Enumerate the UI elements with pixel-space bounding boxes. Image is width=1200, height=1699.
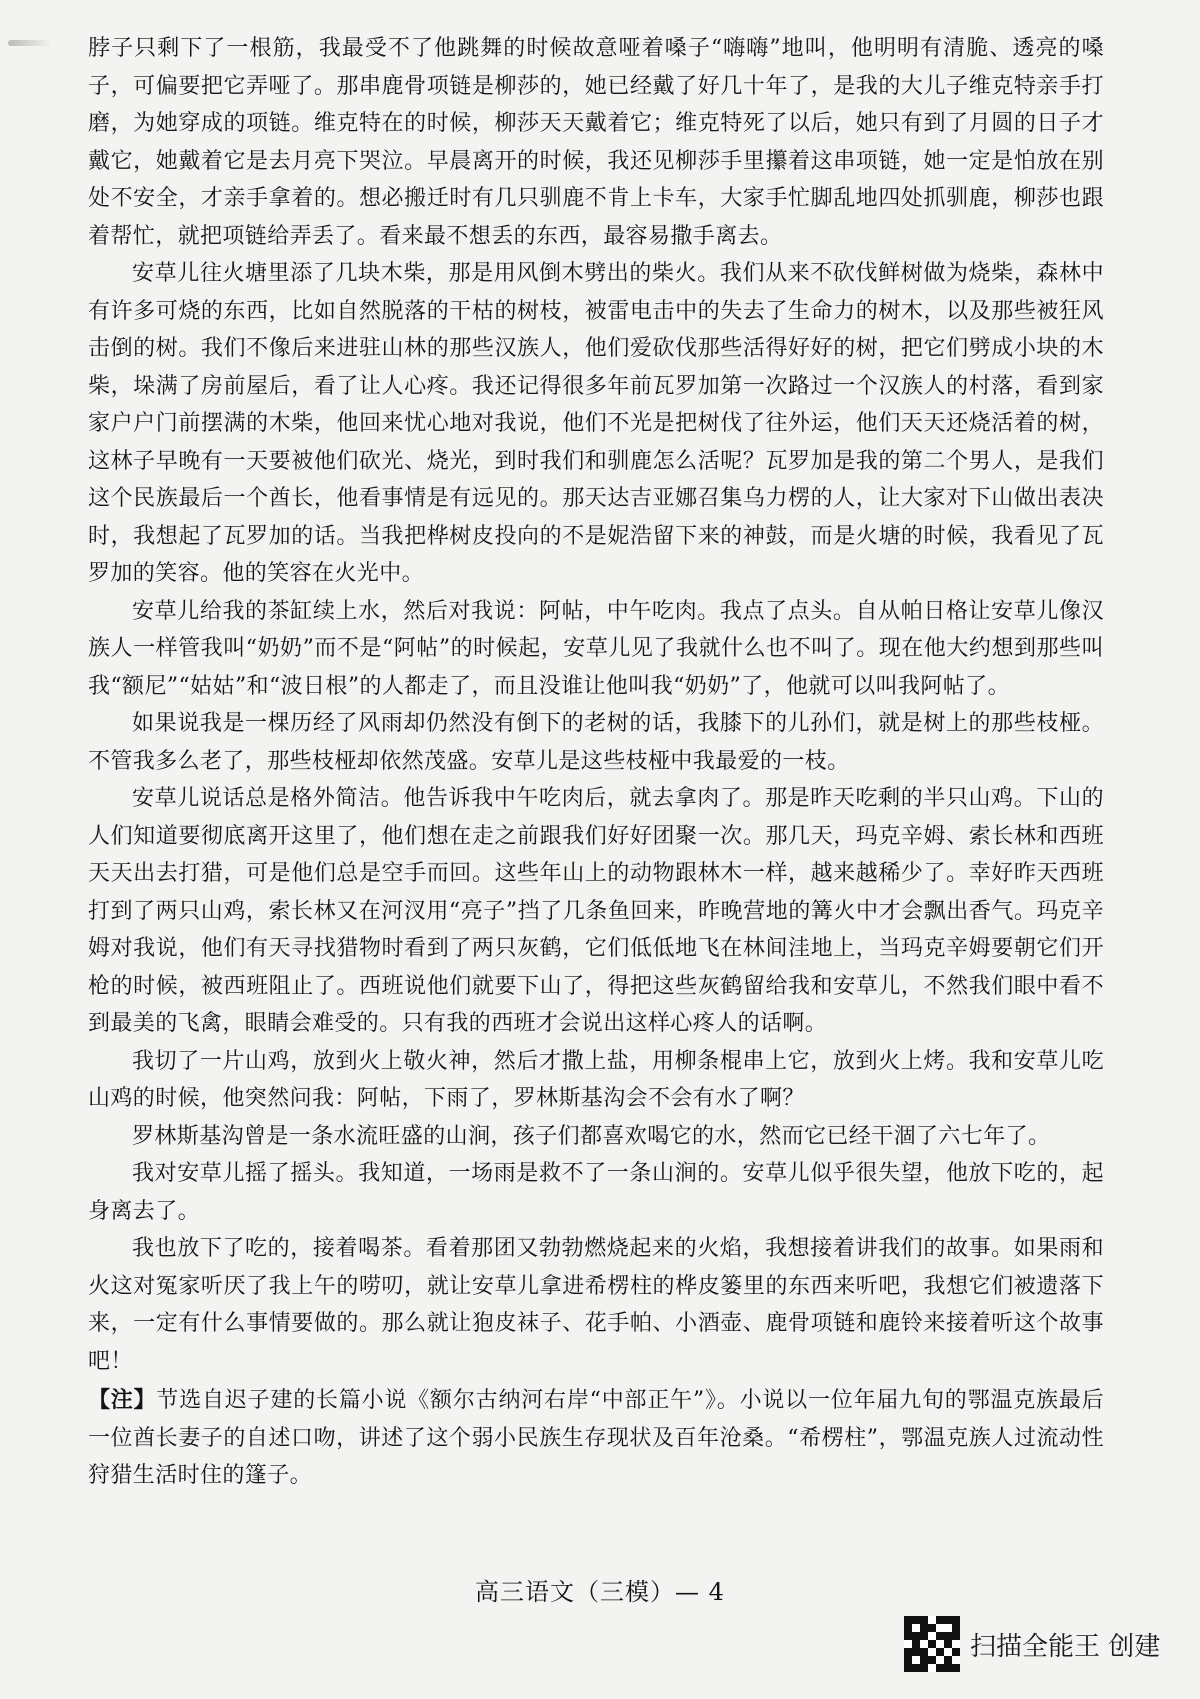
footnote-tag: 【注】 [88, 1387, 157, 1413]
paragraph: 我也放下了吃的，接着喝茶。看着那团又勃勃燃烧起来的火焰，我想接着讲我们的故事。如果雨和火这对冤家听厌了我上午的唠叨，就让安草儿拿进希楞柱的桦皮篓里的东西来听吧，我想它们被遗落下来，一定有什么事情要做的。那么就让狍皮袜子、花手帕、小酒壶、鹿骨项链和鹿铃来接着听这个故事吧！ [88, 1236, 1104, 1374]
paragraph: 我切了一片山鸡，放到火上敬火神，然后才撒上盐，用柳条棍串上它，放到火上烤。我和安草儿吃山鸡的时候，他突然问我：阿帖，下雨了，罗林斯基沟会不会有水了啊？ [88, 1048, 1104, 1111]
paragraph: 安草儿说话总是格外简洁。他告诉我中午吃肉后，就去拿肉了。那是昨天吃剩的半只山鸡。下山的人们知道要彻底离开这里了，他们想在走之前跟我们好好团聚一次。那几天，玛克辛姆、索长林和西班天天出去打猎，可是他们总是空手而回。这些年山上的动物跟林木一样，越来越稀少了。幸好昨天西班打到了两只山鸡，索长林又在河汊用“亮子”挡了几条鱼回来，昨晚营地的篝火中才会飘出香气。玛克辛姆对我说，他们有天寻找猎物时看到了两只灰鹤，它们低低地飞在林间洼地上，当玛克辛姆要朝它们开枪的时候，被西班阻止了。西班说他们就要下山了，得把这些灰鹤留给我和安草儿，不然我们眼中看不到最美的飞禽，眼睛会难受的。只有我的西班才会说出这样心疼人的话啊。 [88, 786, 1104, 1036]
paragraph: 如果说我是一棵历经了风雨却仍然没有倒下的老树的话，我膝下的儿孙们，就是树上的那些枝桠。不管我多么老了，那些枝桠却依然茂盛。安草儿是这些枝桠中我最爱的一枝。 [88, 711, 1104, 774]
scan-mark [8, 40, 52, 46]
paragraph: 我对安草儿摇了摇头。我知道，一场雨是救不了一条山涧的。安草儿似乎很失望，他放下吃的，起身离去了。 [88, 1161, 1104, 1224]
scanner-watermark [904, 1616, 1160, 1672]
paragraph: 安草儿给我的茶缸续上水，然后对我说：阿帖，中午吃肉。我点了点头。自从帕日格让安草儿像汉族人一样管我叫“奶奶”而不是“阿帖”的时候起，安草儿见了我就什么也不叫了。现在他大约想到那些叫我“额尼”“姑姑”和“波日根”的人都走了，而且没谁让他叫我“奶奶”了，他就可以叫我阿帖了。 [88, 598, 1104, 699]
paragraph: 罗林斯基沟曾是一条水流旺盛的山涧，孩子们都喜欢喝它的水，然而它已经干涸了六七年了。 [132, 1123, 1051, 1149]
watermark-text: 扫描全能王 创建 [970, 1631, 1161, 1662]
page-footer: 高三语文（三模）— 4 [475, 1578, 725, 1606]
qr-code-icon [904, 1616, 960, 1672]
article-body [88, 30, 1104, 1495]
paragraph: 脖子只剩下了一根筋，我最受不了他跳舞的时候故意哑着嗓子“嗨嗨”地叫，他明明有清脆、透亮的嗓子，可偏要把它弄哑了。那串鹿骨项链是柳莎的，她已经戴了好几十年了，是我的大儿子维克特亲手打磨，为她穿成的项链。维克特在的时候，柳莎天天戴着它；维克特死了以后，她只有到了月圆的日子才戴它，她戴着它是去月亮下哭泣。早晨离开的时候，我还见柳莎手里攥着这串项链，她一定是怕放在别处不安全，才亲手拿着的。想必搬迁时有几只驯鹿不肯上卡车，大家手忙脚乱地四处抓驯鹿，柳莎也跟着帮忙，就把项链给弄丢了。看来最不想丢的东西，最容易撒手离去。 [88, 36, 1104, 249]
footnote-text: 节选自迟子建的长篇小说《额尔古纳河右岸“中部正午”》。小说以一位年届九旬的鄂温克族最后一位酋长妻子的自述口吻，讲述了这个弱小民族生存现状及百年沧桑。“希楞柱”，鄂温克族人过流动性狩猎生活时住的篷子。 [88, 1388, 1105, 1488]
footnote [88, 1382, 1104, 1495]
paragraph: 安草儿往火塘里添了几块木柴，那是用风倒木劈出的柴火。我们从来不砍伐鲜树做为烧柴，森林中有许多可烧的东西，比如自然脱落的干枯的树枝，被雷电击中的失去了生命力的树木，以及那些被狂风击倒的树。我们不像后来进驻山林的那些汉族人，他们爱砍伐那些活得好好的树，把它们劈成小块的木柴，垛满了房前屋后，看了让人心疼。我还记得很多年前瓦罗加第一次路过一个汉族人的村落，看到家家户户门前摆满的木柴，他回来忧心地对我说，他们不光是把树伐了往外运，他们天天还烧活着的树，这林子早晚有一天要被他们砍光、烧光，到时我们和驯鹿怎么活呢？瓦罗加是我的第二个男人，是我们这个民族最后一个酋长，他看事情是有远见的。那天达吉亚娜召集乌力楞的人，让大家对下山做出表决时，我想起了瓦罗加的话。当我把桦树皮投向的不是妮浩留下来的神鼓，而是火塘的时候，我看见了瓦罗加的笑容。他的笑容在火光中。 [88, 261, 1104, 586]
